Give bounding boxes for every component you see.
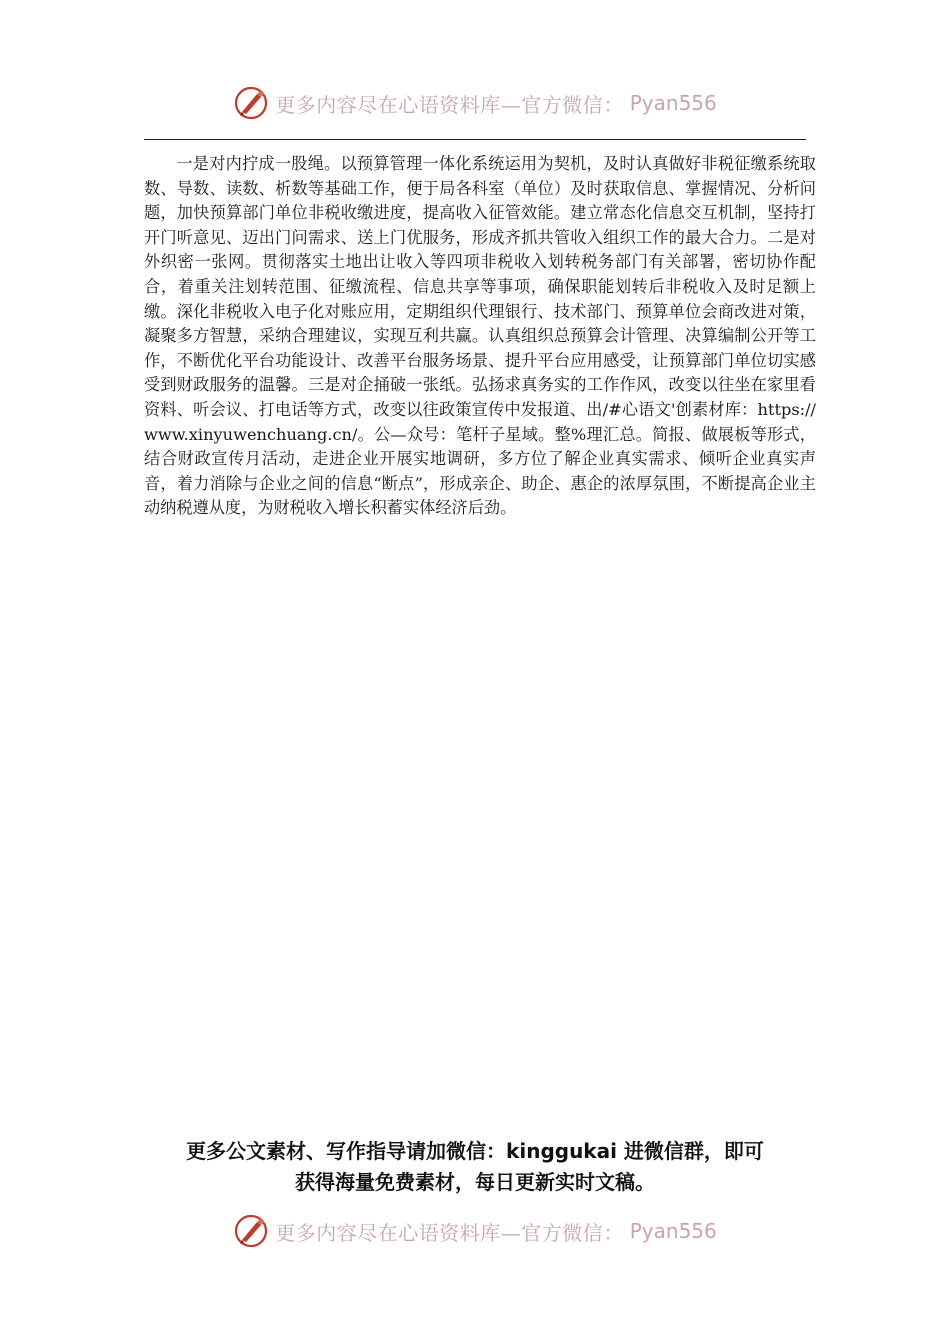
header-rule [144, 139, 806, 140]
header-banner-inner [233, 85, 717, 121]
header-banner-text: 更多内容尽在心语资料库—官方微信： [275, 92, 624, 117]
footer-banner-text: 更多内容尽在心语资料库—官方微信： [275, 1220, 624, 1245]
promo-line-2: 获得海量免费素材，每日更新实时文稿。 [295, 1170, 655, 1194]
promo-text [130, 1136, 820, 1198]
promo-line-1: 更多公文素材、写作指导请加微信：kinggukai 进微信群，即可 [186, 1139, 764, 1163]
quill-pen-logo-icon [233, 1213, 269, 1249]
footer-banner [0, 1208, 950, 1254]
header-banner [0, 80, 950, 126]
header-banner-handle: Pyan556 [629, 91, 717, 115]
quill-pen-logo-icon [233, 85, 269, 121]
footer-banner-handle: Pyan556 [629, 1219, 717, 1243]
body-paragraph: 一是对内拧成一股绳。以预算管理一体化系统运用为契机，及时认真做好非税征缴系统取数、导数、读数、析数等基础工作，便于局各科室（单位）及时获取信息、掌握情况、分析问题，加快预算部门单位非税收缴进度，提高收入征管效能。建立常态化信息交互机制，坚持打开门听意见、迈出门问需求、送上门优服务，形成齐抓共管收入组织工作的最大合力。二是对外织密一张网。贯彻落实土地出让收入等四项非税收入划转税务部门有关部署，密切协作配合，着重关注划转范围、征缴流程、信息共享等事项，确保职能划转后非税收入及时足额上缴。深化非税收入电子化对账应用，定期组织代理银行、技术部门、预算单位会商改进对策，凝聚多方智慧，采纳合理建议，实现互利共赢。认真组织总预算会计管理、决算编制公开等工作，不断优化平台功能设计、改善平台服务场景、提升平台应用感受，让预算部门单位切实感受到财政服务的温馨。三是对企捅破一张纸。弘扬求真务实的工作作风，改变以往坐在家里看资料、听会议、打电话等方式，改变以往政策宣传中发报道、出/#心语文'创素材库：https://www.xinyuwenchuang.cn/。公—众号：笔杆子星域。整%理汇总。简报、做展板等形式，结合财政宣传月活动，走进企业开展实地调研，多方位了解企业真实需求、倾听企业真实声音，着力消除与企业之间的信息“断点”，形成亲企、助企、惠企的浓厚氛围，不断提高企业主动纳税遵从度，为财税收入增长积蓄实体经济后劲。 [144, 154, 816, 518]
footer-banner-inner [233, 1213, 717, 1249]
